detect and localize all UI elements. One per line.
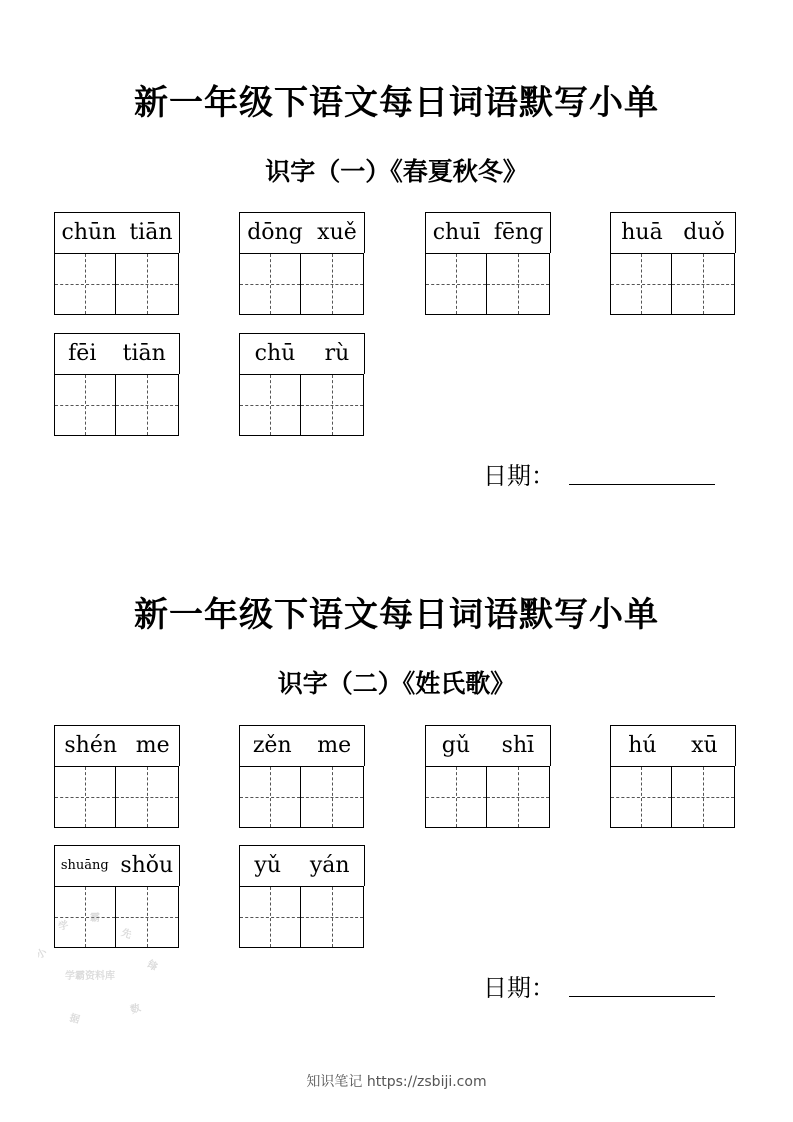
page-title: 新一年级下语文每日词语默写小单 bbox=[134, 83, 659, 123]
word-box bbox=[239, 212, 365, 318]
word-box bbox=[239, 333, 365, 439]
writing-cell[interactable] bbox=[239, 253, 301, 315]
word-box bbox=[425, 725, 551, 831]
lesson-subtitle: 识字（一）《春夏秋冬》 bbox=[265, 157, 528, 186]
date-input-line[interactable] bbox=[569, 996, 715, 997]
writing-cell[interactable] bbox=[672, 253, 735, 315]
word-box bbox=[54, 333, 180, 439]
pinyin-label: fēi tiān bbox=[54, 333, 180, 374]
writing-cell[interactable] bbox=[54, 766, 116, 828]
writing-cell[interactable] bbox=[301, 886, 364, 948]
watermark-stamp: 小 学 霸 先 锋 数 据 学霸资料库 bbox=[34, 913, 160, 1027]
writing-cell[interactable] bbox=[54, 374, 116, 436]
writing-cell[interactable] bbox=[239, 766, 301, 828]
pinyin-label: shén me bbox=[54, 725, 180, 766]
date-label: 日期： bbox=[483, 974, 555, 1002]
word-box bbox=[239, 845, 365, 951]
page-title: 新一年级下语文每日词语默写小单 bbox=[134, 595, 659, 635]
date-label: 日期： bbox=[483, 462, 555, 490]
word-box bbox=[425, 212, 551, 318]
word-box bbox=[610, 212, 736, 318]
pinyin-label: chū rù bbox=[239, 333, 365, 374]
writing-cell[interactable] bbox=[610, 253, 672, 315]
footer-source: 知识笔记 https://zsbiji.com bbox=[306, 1074, 487, 1090]
writing-cell[interactable] bbox=[239, 886, 301, 948]
pinyin-label: shuāng shǒu bbox=[54, 845, 180, 886]
writing-cell[interactable] bbox=[301, 374, 364, 436]
writing-cell[interactable] bbox=[116, 374, 179, 436]
pinyin-label: hú xū bbox=[610, 725, 736, 766]
word-box bbox=[54, 725, 180, 831]
writing-cell[interactable] bbox=[425, 253, 487, 315]
word-box bbox=[54, 212, 180, 318]
writing-cell[interactable] bbox=[301, 253, 364, 315]
writing-cell[interactable] bbox=[487, 253, 550, 315]
pinyin-label: dōng xuě bbox=[239, 212, 365, 253]
pinyin-label: yǔ yán bbox=[239, 845, 365, 886]
writing-cell[interactable] bbox=[116, 766, 179, 828]
writing-cell[interactable] bbox=[425, 766, 487, 828]
pinyin-label: chuī fēng bbox=[425, 212, 551, 253]
pinyin-label: gǔ shī bbox=[425, 725, 551, 766]
word-box bbox=[239, 725, 365, 831]
pinyin-label: chūn tiān bbox=[54, 212, 180, 253]
writing-cell[interactable] bbox=[610, 766, 672, 828]
date-input-line[interactable] bbox=[569, 484, 715, 485]
word-box bbox=[610, 725, 736, 831]
pinyin-label: huā duǒ bbox=[610, 212, 736, 253]
writing-cell[interactable] bbox=[239, 374, 301, 436]
writing-cell[interactable] bbox=[672, 766, 735, 828]
writing-cell[interactable] bbox=[116, 253, 179, 315]
writing-cell[interactable] bbox=[301, 766, 364, 828]
writing-cell[interactable] bbox=[54, 253, 116, 315]
writing-cell[interactable] bbox=[487, 766, 550, 828]
lesson-subtitle: 识字（二）《姓氏歌》 bbox=[277, 669, 516, 698]
pinyin-label: zěn me bbox=[239, 725, 365, 766]
